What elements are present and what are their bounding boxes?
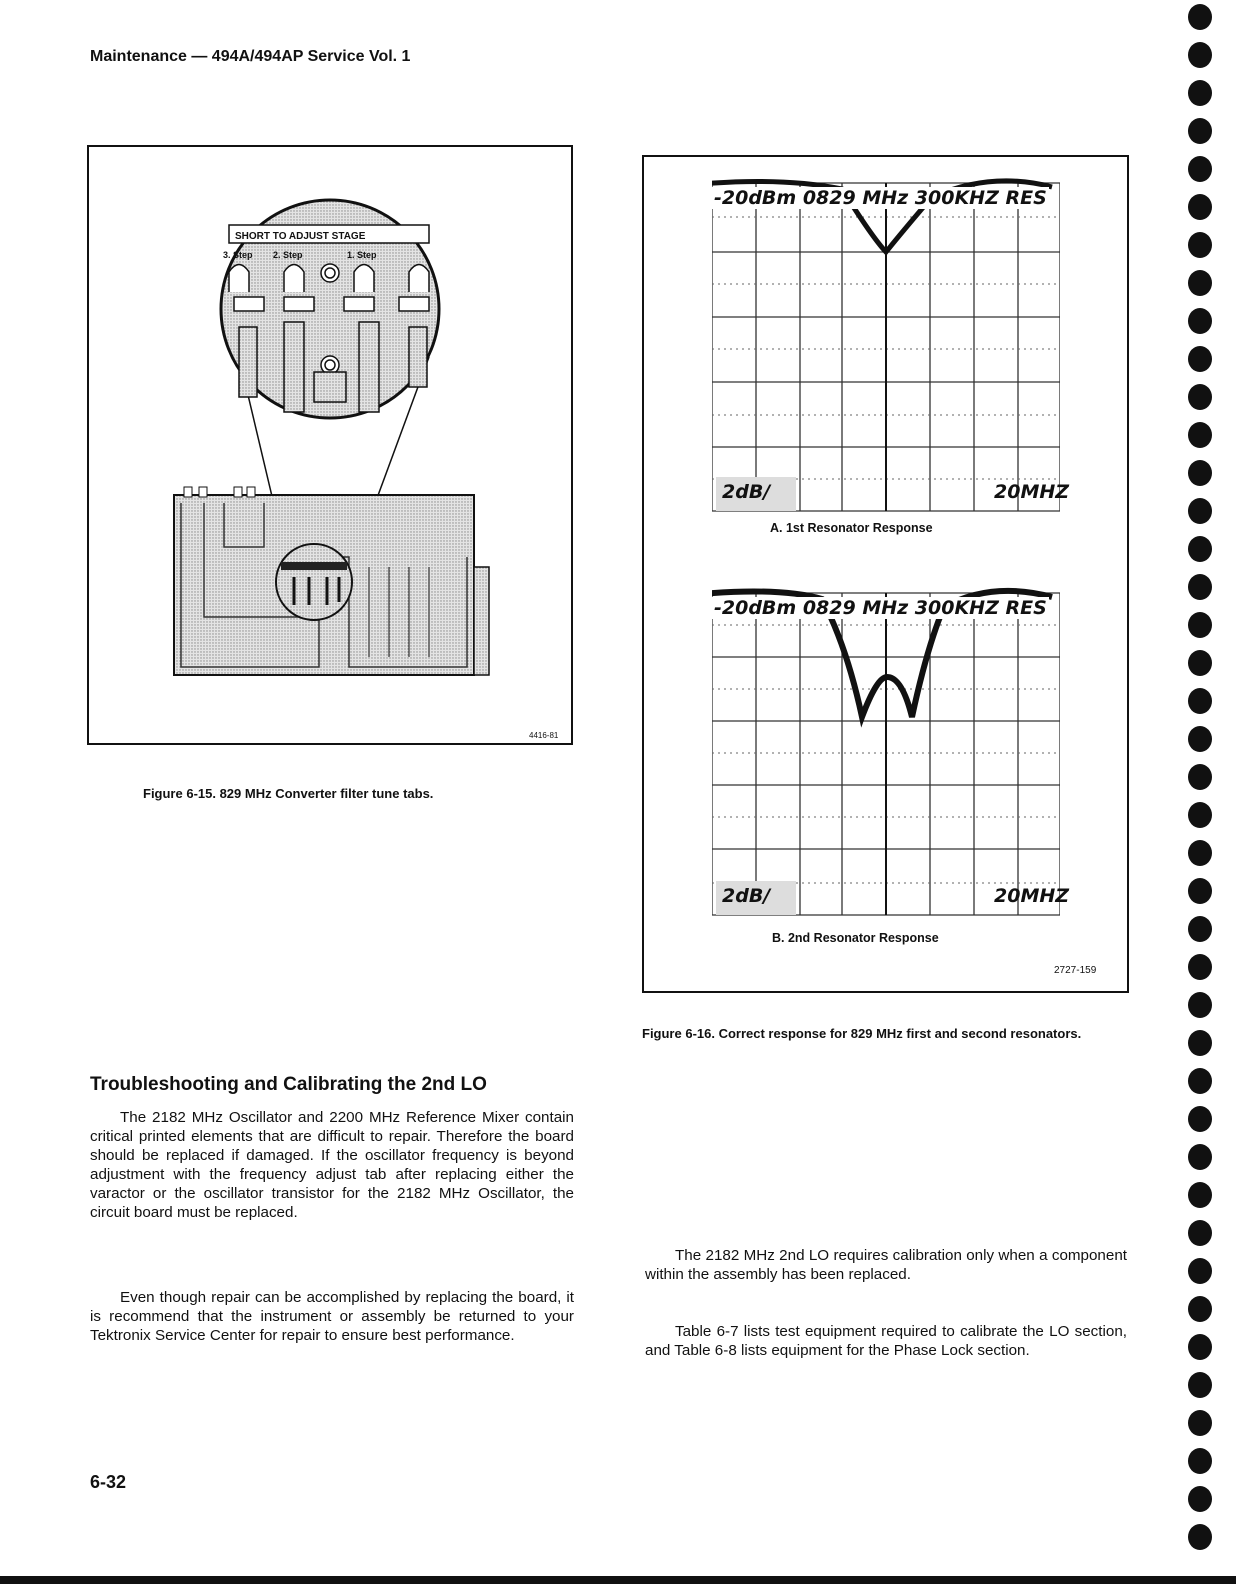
figure-6-16-caption: Figure 6-16. Correct response for 829 MHz first and second resonators. (642, 1026, 1082, 1041)
screen-a-left-text: 2dB/ (722, 481, 771, 503)
screen-b-left-text: 2dB/ (722, 885, 771, 907)
page-number: 6-32 (90, 1472, 127, 1492)
binding-holes (1188, 0, 1212, 1584)
figure-6-15-caption: Figure 6-15. 829 MHz Converter filter tune tabs. (143, 786, 434, 801)
label-step-2: 2. Step (273, 250, 303, 260)
paragraph-2: Even though repair can be accomplished by replacing the board, it is recommend that the instrument or assembly be returned to your Tektronix Service Center for repair to ensure best performance. (90, 1289, 574, 1344)
paragraph-3: The 2182 MHz 2nd LO requires calibration only when a component within the assembly has been replaced. (645, 1247, 1127, 1283)
screen-b-caption: B. 2nd Resonator Response (772, 931, 939, 945)
label-short-to-adjust: SHORT TO ADJUST STAGE (235, 231, 366, 242)
paragraph-1: The 2182 MHz Oscillator and 2200 MHz Reference Mixer contain critical printed elements that are difficult to repair. Therefore the board should be replaced if damaged. If the oscillator frequency is beyond adjustment with the frequency adjust tab after replacing either the varactor or the oscillator transistor for the 2182 MHz Oscillator, the circuit board must be replaced. (90, 1109, 574, 1221)
running-header: Maintenance — 494A/494AP Service Vol. 1 (90, 48, 411, 65)
figure-6-15 (87, 145, 573, 745)
screen-a-right-text: 20MHZ (994, 481, 1070, 503)
screen-a-top-text: -20dBm 0829 MHz 300KHZ RES (714, 187, 1047, 209)
scope-screen-b (712, 587, 1070, 927)
paragraph-4: Table 6-7 lists test equipment required to calibrate the LO section, and Table 6-8 lists equipment for the Phase Lock section. (645, 1323, 1127, 1359)
label-step-1: 1. Step (347, 250, 377, 260)
label-step-3: 3. Step (223, 250, 253, 260)
bottom-edge (0, 1576, 1236, 1584)
figure-ref-4416: 4416-81 (529, 731, 559, 740)
screen-a-caption: A. 1st Resonator Response (770, 521, 933, 535)
screen-b-right-text: 20MHZ (994, 885, 1070, 907)
figure-6-16 (642, 155, 1129, 993)
section-heading: Troubleshooting and Calibrating the 2nd LO (90, 1074, 487, 1095)
screen-b-top-text: -20dBm 0829 MHz 300KHZ RES (714, 597, 1047, 619)
figure-ref-2727: 2727-159 (1054, 965, 1097, 976)
scope-screen-a (712, 177, 1070, 537)
